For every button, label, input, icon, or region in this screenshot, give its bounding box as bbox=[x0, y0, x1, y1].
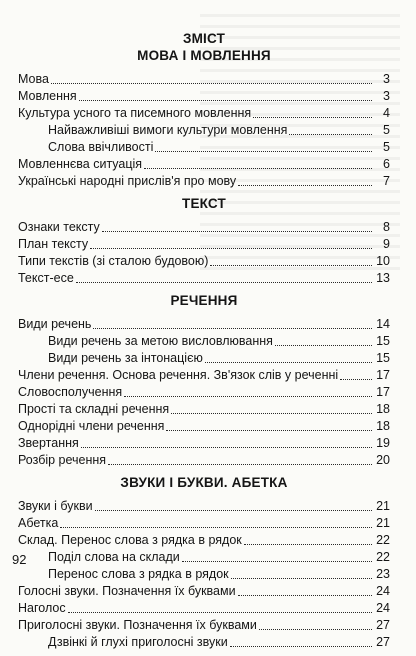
toc-entry-label: Типи текстів (зі сталою будовою) bbox=[18, 254, 209, 268]
toc-entry-page: 5 bbox=[383, 140, 390, 154]
toc-entry[interactable] bbox=[18, 633, 390, 650]
toc-entry[interactable] bbox=[18, 451, 390, 468]
toc-entry-page: 9 bbox=[383, 237, 390, 251]
dot-leader bbox=[51, 83, 372, 84]
toc-entry[interactable] bbox=[18, 616, 390, 633]
dot-leader bbox=[124, 396, 372, 397]
section-heading: МОВА І МОВЛЕННЯ bbox=[137, 48, 271, 63]
toc-entry-label: Голосні звуки. Позначення їх буквами bbox=[18, 584, 236, 598]
table-of-contents bbox=[18, 30, 390, 656]
toc-entry-label: Види речень bbox=[18, 317, 92, 331]
toc-entry[interactable] bbox=[18, 366, 390, 383]
toc-section bbox=[18, 292, 390, 468]
dot-leader bbox=[76, 282, 372, 283]
dot-leader bbox=[102, 231, 372, 232]
toc-entry-label: Види речень за інтонацією bbox=[48, 351, 203, 365]
toc-entry-page: 22 bbox=[376, 550, 390, 564]
toc-entry-label: Приголосні звуки. Позначення їх буквами bbox=[18, 618, 257, 632]
dot-leader bbox=[79, 100, 372, 101]
page-number: 92 bbox=[12, 552, 27, 567]
toc-entry-page: 23 bbox=[376, 567, 390, 581]
toc-entry-label: Дзвінкі й глухі приголосні звуки bbox=[48, 635, 228, 649]
toc-entry[interactable] bbox=[18, 70, 390, 87]
toc-entry-label: Словосполучення bbox=[18, 385, 123, 399]
toc-entry-label: Мовленнєва ситуація bbox=[18, 157, 143, 171]
dot-leader bbox=[171, 413, 372, 414]
toc-entry-label: Звертання bbox=[18, 436, 79, 450]
dot-leader bbox=[230, 646, 372, 647]
toc-entry[interactable] bbox=[18, 252, 390, 269]
toc-entry-label: Перенос слова з рядка в рядок bbox=[48, 567, 229, 581]
toc-entry[interactable] bbox=[18, 104, 390, 121]
toc-entry-page: 4 bbox=[383, 106, 390, 120]
toc-entry-label: Однорідні члени речення bbox=[18, 419, 165, 433]
toc-entry-page: 20 bbox=[376, 453, 390, 467]
toc-entry-page: 21 bbox=[376, 516, 390, 530]
toc-entry-label: Культура усного та писемного мовлення bbox=[18, 106, 252, 120]
toc-entry-label: Звуки і букви bbox=[18, 499, 93, 513]
toc-entry-page: 21 bbox=[376, 499, 390, 513]
toc-entry-page: 15 bbox=[376, 351, 390, 365]
toc-entry[interactable] bbox=[18, 417, 390, 434]
dot-leader bbox=[244, 544, 372, 545]
dot-leader bbox=[166, 430, 372, 431]
toc-entry-label: Ознаки тексту bbox=[18, 220, 100, 234]
toc-entry-page: 10 bbox=[376, 254, 390, 268]
toc-entry-label: Склад. Перенос слова з рядка в рядок bbox=[18, 533, 242, 547]
toc-entry[interactable] bbox=[18, 565, 390, 582]
dot-leader bbox=[231, 578, 372, 579]
toc-entry-page: 27 bbox=[376, 635, 390, 649]
toc-sections bbox=[18, 47, 390, 650]
toc-entry-page: 15 bbox=[376, 334, 390, 348]
section-heading: ЗВУКИ І БУКВИ. АБЕТКА bbox=[120, 475, 288, 490]
toc-entry[interactable] bbox=[18, 434, 390, 451]
toc-entry-page: 18 bbox=[376, 402, 390, 416]
toc-entry-label: Прості та складні речення bbox=[18, 402, 170, 416]
dot-leader bbox=[340, 379, 372, 380]
toc-entry-label: Мовлення bbox=[18, 89, 77, 103]
toc-entry-page: 6 bbox=[383, 157, 390, 171]
dot-leader bbox=[289, 134, 372, 135]
toc-entry-page: 24 bbox=[376, 584, 390, 598]
toc-entry-page: 5 bbox=[383, 123, 390, 137]
toc-entry-label: Види речень за метою висловлювання bbox=[48, 334, 273, 348]
dot-leader bbox=[238, 185, 372, 186]
toc-title: ЗМІСТ bbox=[182, 31, 226, 46]
toc-entry-page: 13 bbox=[376, 271, 390, 285]
toc-entry[interactable] bbox=[18, 332, 390, 349]
toc-entry-page: 27 bbox=[376, 618, 390, 632]
toc-entry[interactable] bbox=[18, 531, 390, 548]
toc-entry[interactable] bbox=[18, 497, 390, 514]
toc-entry-label: Текст-есе bbox=[18, 271, 74, 285]
toc-entry[interactable] bbox=[18, 269, 390, 286]
toc-entry[interactable] bbox=[18, 218, 390, 235]
dot-leader bbox=[210, 265, 372, 266]
toc-section bbox=[18, 47, 390, 189]
toc-entry-page: 18 bbox=[376, 419, 390, 433]
toc-entry-label: План тексту bbox=[18, 237, 89, 251]
dot-leader bbox=[90, 248, 372, 249]
dot-leader bbox=[253, 117, 372, 118]
section-heading: РЕЧЕННЯ bbox=[170, 293, 238, 308]
toc-entry[interactable] bbox=[18, 383, 390, 400]
toc-section bbox=[18, 474, 390, 650]
toc-entry-page: 8 bbox=[383, 220, 390, 234]
dot-leader bbox=[60, 527, 372, 528]
toc-entry-page: 7 bbox=[383, 174, 390, 188]
toc-section bbox=[18, 195, 390, 286]
toc-entry[interactable] bbox=[18, 400, 390, 417]
dot-leader bbox=[205, 362, 372, 363]
toc-entry-label: Наголос bbox=[18, 601, 66, 615]
toc-entry-page: 3 bbox=[383, 89, 390, 103]
dot-leader bbox=[182, 561, 372, 562]
section-heading: ТЕКСТ bbox=[182, 196, 226, 211]
toc-entry-label: Мова bbox=[18, 72, 49, 86]
toc-entry-page: 19 bbox=[376, 436, 390, 450]
toc-entry[interactable] bbox=[18, 349, 390, 366]
toc-entry-page: 22 bbox=[376, 533, 390, 547]
toc-entry[interactable] bbox=[18, 548, 390, 565]
toc-entry-page: 3 bbox=[383, 72, 390, 86]
dot-leader bbox=[95, 510, 372, 511]
toc-entry-label: Абетка bbox=[18, 516, 59, 530]
dot-leader bbox=[238, 595, 372, 596]
toc-entry-page: 17 bbox=[376, 368, 390, 382]
dot-leader bbox=[155, 151, 372, 152]
toc-entry[interactable] bbox=[18, 172, 390, 189]
toc-entry-label: Українські народні прислів'я про мову bbox=[18, 174, 237, 188]
toc-entry-label: Поділ слова на склади bbox=[48, 550, 180, 564]
toc-entry-page: 14 bbox=[376, 317, 390, 331]
toc-entry-page: 24 bbox=[376, 601, 390, 615]
toc-entry[interactable] bbox=[18, 315, 390, 332]
dot-leader bbox=[93, 328, 372, 329]
toc-entry[interactable] bbox=[18, 155, 390, 172]
toc-entry[interactable] bbox=[18, 121, 390, 138]
toc-entry-label: Розбір речення bbox=[18, 453, 107, 467]
dot-leader bbox=[68, 612, 372, 613]
toc-entry-label: Слова ввічливості bbox=[48, 140, 154, 154]
toc-entry[interactable] bbox=[18, 599, 390, 616]
toc-entry-page: 17 bbox=[376, 385, 390, 399]
dot-leader bbox=[144, 168, 372, 169]
toc-entry[interactable] bbox=[18, 138, 390, 155]
toc-entry-label: Найважливіші вимоги культури мовлення bbox=[48, 123, 288, 137]
dot-leader bbox=[108, 464, 372, 465]
dot-leader bbox=[275, 345, 372, 346]
toc-entry[interactable] bbox=[18, 582, 390, 599]
toc-entry[interactable] bbox=[18, 235, 390, 252]
toc-entry[interactable] bbox=[18, 87, 390, 104]
dot-leader bbox=[259, 629, 372, 630]
toc-entry-label: Члени речення. Основа речення. Зв'язок слів у реченні bbox=[18, 368, 339, 382]
toc-entry[interactable] bbox=[18, 514, 390, 531]
dot-leader bbox=[81, 447, 372, 448]
